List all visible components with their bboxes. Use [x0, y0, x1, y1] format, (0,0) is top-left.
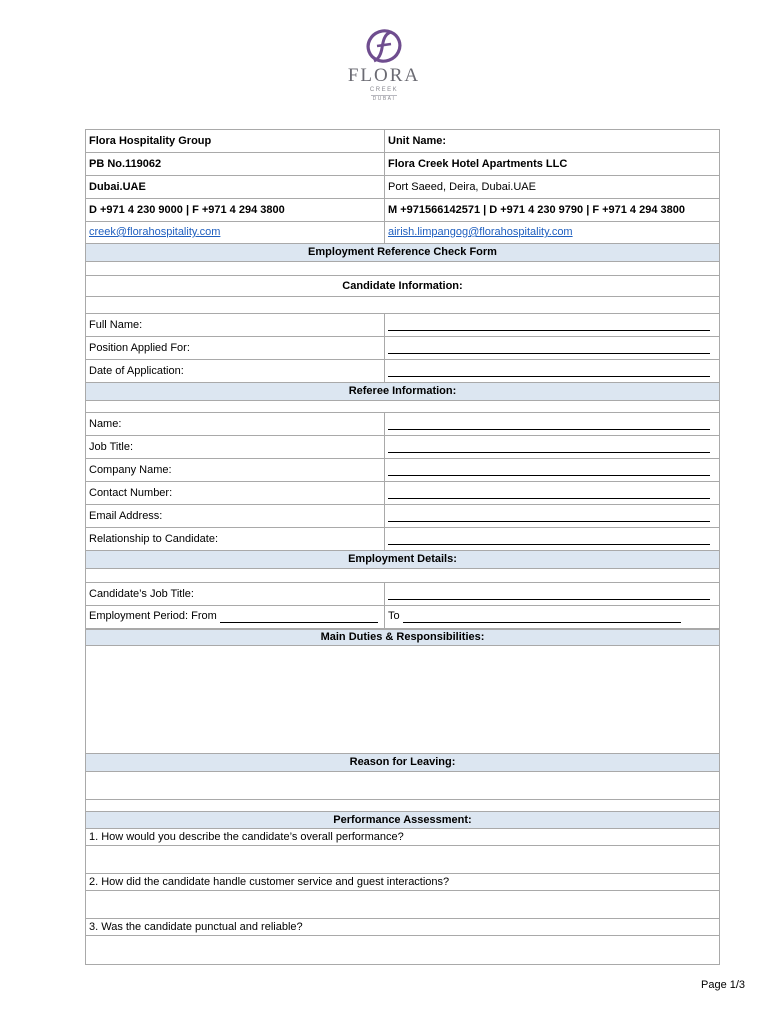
answer-underline — [388, 488, 710, 499]
field-label: Name: — [86, 413, 385, 436]
field-label: Contact Number: — [86, 482, 385, 505]
field-label: Full Name: — [86, 314, 385, 337]
field-label: Date of Application: — [86, 360, 385, 383]
question-answer-area[interactable] — [86, 846, 720, 874]
duties-answer-area[interactable] — [86, 646, 720, 754]
field-label: Relationship to Candidate: — [86, 528, 385, 551]
group-phone: D +971 4 230 9000 | F +971 4 294 3800 — [86, 199, 385, 222]
field-label: Company Name: — [86, 459, 385, 482]
form-field-row — [86, 505, 720, 528]
question-answer-area[interactable] — [86, 936, 720, 965]
period-from-underline — [220, 612, 378, 623]
answer-underline — [388, 419, 710, 430]
field-label: Email Address: — [86, 505, 385, 528]
form-field-row — [86, 413, 720, 436]
question-answer-area[interactable] — [86, 891, 720, 919]
blank-row — [86, 262, 720, 276]
employment-section-title: Employment Details: — [86, 551, 720, 569]
unit-phone: M +971566142571 | D +971 4 230 9790 | F +971 4 294 3800 — [385, 199, 720, 222]
group-email-cell — [86, 222, 385, 244]
section-header — [86, 551, 720, 569]
field-answer-line[interactable] — [385, 482, 720, 505]
answer-underline — [388, 343, 710, 354]
answer-underline — [388, 442, 710, 453]
form-field-row — [86, 314, 720, 337]
answer-underline — [388, 511, 710, 522]
form-field-row — [86, 360, 720, 383]
field-answer-line[interactable] — [385, 337, 720, 360]
performance-section-title: Performance Assessment: — [86, 812, 720, 829]
answer-underline — [388, 320, 710, 331]
field-label: Job Title: — [86, 436, 385, 459]
answer-underline — [388, 465, 710, 476]
answer-underline — [388, 366, 710, 377]
period-from-label: Employment Period: From — [89, 610, 217, 623]
header-row — [86, 153, 720, 176]
question-text: 3. Was the candidate punctual and reliable? — [86, 919, 720, 936]
period-to-cell[interactable] — [385, 606, 720, 629]
page-number: Page 1/3 — [701, 979, 746, 991]
field-answer-line[interactable] — [385, 360, 720, 383]
leaving-answer-area[interactable] — [86, 772, 720, 800]
form-field-row — [86, 528, 720, 551]
question-text: 2. How did the candidate handle customer service and guest interactions? — [86, 874, 720, 891]
candidate-section-title: Candidate Information: — [86, 276, 720, 297]
contact-email-cell — [385, 222, 720, 244]
field-answer-line[interactable] — [385, 505, 720, 528]
group-name: Flora Hospitality Group — [86, 130, 385, 153]
section-header — [86, 812, 720, 829]
section-header — [86, 244, 720, 262]
answer-underline — [388, 534, 710, 545]
field-answer-line[interactable] — [385, 528, 720, 551]
field-answer-line[interactable] — [385, 459, 720, 482]
reference-check-form — [85, 129, 720, 965]
logo-city: DUBAI — [372, 96, 396, 102]
po-box: PB No.119062 — [86, 153, 385, 176]
blank-row — [86, 569, 720, 583]
field-label: Position Applied For: — [86, 337, 385, 360]
blank-row — [86, 401, 720, 413]
unit-address: Port Saeed, Deira, Dubai.UAE — [385, 176, 720, 199]
field-label: Candidate’s Job Title: — [86, 583, 385, 606]
employment-period-row — [86, 606, 720, 629]
form-field-row — [86, 482, 720, 505]
logo-subtitle: CREEK — [369, 87, 399, 93]
contact-email-link[interactable]: airish.limpangog@florahospitality.com — [388, 226, 573, 238]
field-answer-line[interactable] — [385, 583, 720, 606]
header-row — [86, 176, 720, 199]
question-text: 1. How would you describe the candidate’s overall performance? — [86, 829, 720, 846]
blank-row — [86, 800, 720, 812]
period-to-label: To — [388, 610, 400, 623]
flora-monogram-icon — [364, 26, 404, 66]
email-row — [86, 222, 720, 244]
field-answer-line[interactable] — [385, 436, 720, 459]
field-answer-line[interactable] — [385, 314, 720, 337]
unit-name-label: Unit Name: — [385, 130, 720, 153]
header-row — [86, 199, 720, 222]
unit-name-value: Flora Creek Hotel Apartments LLC — [385, 153, 720, 176]
group-city: Dubai.UAE — [86, 176, 385, 199]
logo-wordmark: FLORA — [347, 65, 421, 86]
form-title: Employment Reference Check Form — [86, 244, 720, 262]
section-header — [86, 754, 720, 772]
form-field-row — [86, 459, 720, 482]
period-to-underline — [403, 612, 681, 623]
answer-underline — [388, 589, 710, 600]
section-header — [86, 629, 720, 646]
form-field-row — [86, 337, 720, 360]
company-logo — [0, 26, 768, 120]
form-field-row — [86, 436, 720, 459]
header-row — [86, 130, 720, 153]
section-header — [86, 383, 720, 401]
period-from-cell[interactable] — [86, 606, 385, 629]
form-field-row — [86, 583, 720, 606]
leaving-section-title: Reason for Leaving: — [86, 754, 720, 772]
group-email-link[interactable]: creek@florahospitality.com — [89, 226, 221, 238]
field-answer-line[interactable] — [385, 413, 720, 436]
duties-section-title: Main Duties & Responsibilities: — [86, 629, 720, 646]
blank-row — [86, 297, 720, 314]
referee-section-title: Referee Information: — [86, 383, 720, 401]
